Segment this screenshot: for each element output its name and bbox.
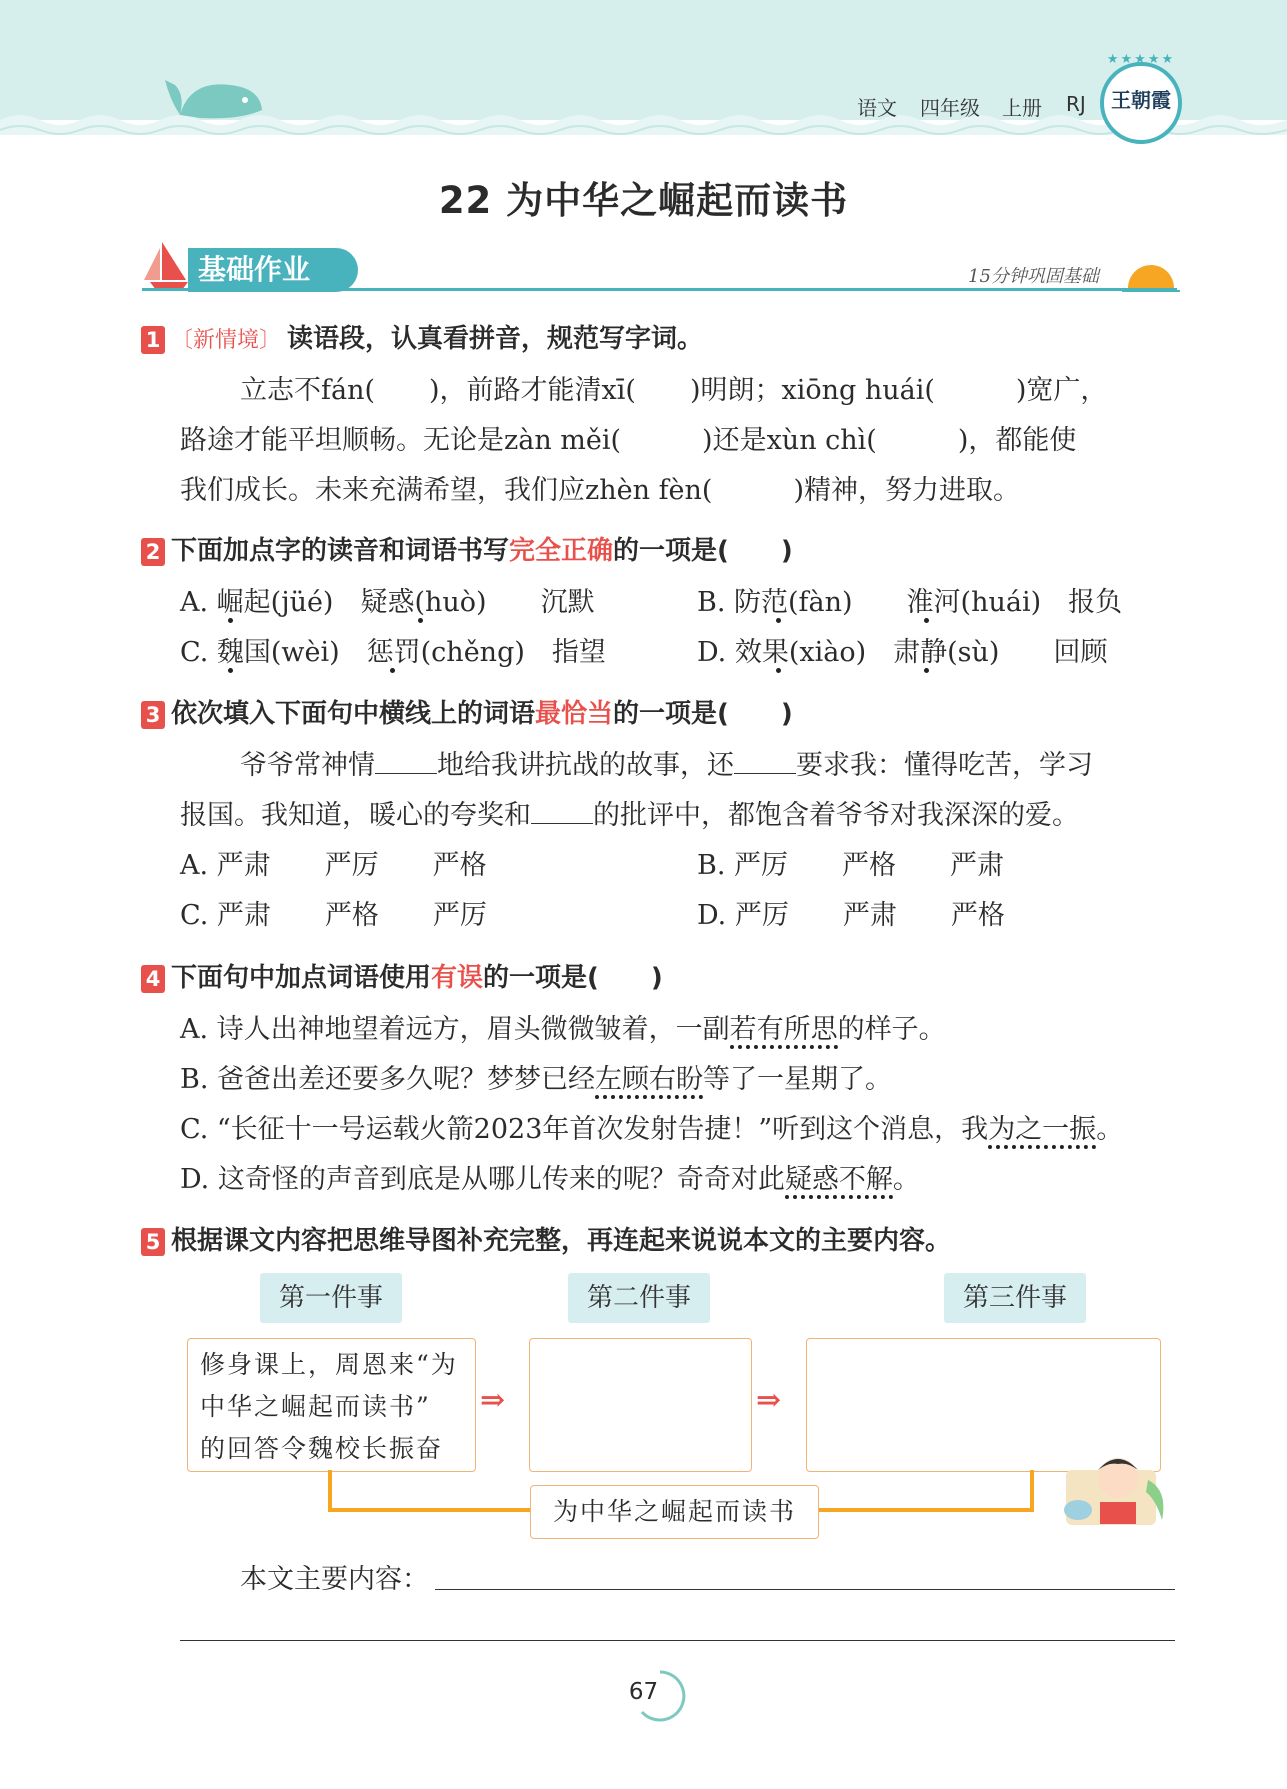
fill-blank[interactable] [734, 772, 796, 774]
q1-line-1: 立志不fán( )，前路才能清xī( )明朗；xiōng huái( )宽广， [240, 375, 1108, 406]
q3-text: 报国。我知道，暖心的夸奖和 [180, 800, 531, 831]
option-text: B. 爸爸出差还要多久呢？梦梦已经 [180, 1064, 596, 1095]
question-number: 1 [141, 326, 165, 354]
question-prompt: 下面加点字的读音和词语书写 [171, 536, 510, 566]
q3-text: 要求我：懂得吃苦，学习 [796, 750, 1093, 781]
option-text: D. 这奇怪的声音到底是从哪儿传来的呢？奇奇对此 [180, 1164, 785, 1195]
summary-answer-line[interactable] [435, 1589, 1175, 1590]
emphasis-dot [418, 618, 423, 623]
arrow-right-icon: ⇒ [480, 1383, 506, 1418]
q4-option-b [180, 1057, 892, 1096]
question-2-heading [141, 530, 793, 567]
question-number: 2 [141, 538, 165, 566]
summary-label: 本文主要内容： [240, 1564, 429, 1595]
emphasis-dot [924, 668, 929, 673]
fill-blank[interactable] [531, 822, 593, 824]
dotted-phrase: 疑惑不解 [785, 1164, 893, 1199]
q4-option-c [180, 1107, 1123, 1146]
q3-option-b: B. 严厉 严格 严肃 [697, 850, 1005, 881]
question-prompt: 下面句中加点词语使用 [171, 963, 432, 993]
question-prompt-end: 的一项是( ) [613, 699, 793, 729]
question-emphasis: 有误 [431, 963, 484, 993]
question-number: 3 [141, 701, 165, 729]
dotted-phrase: 为之一振 [988, 1114, 1096, 1149]
mindmap-box-1-line-3: 的回答令魏校长振奋 [200, 1434, 444, 1463]
option-text: A. 诗人出神地望着远方，眉头微微皱着，一副 [180, 1014, 730, 1045]
q3-option-c: C. 严肃 严格 严厉 [180, 900, 487, 931]
mindmap-box-1-line-1: 修身课上，周恩来“为 [200, 1350, 458, 1379]
option-text: 的样子。 [837, 1014, 946, 1045]
emphasis-dot [776, 618, 781, 623]
option-text: 等了一星期了。 [703, 1064, 893, 1095]
dotted-phrase: 若有所思 [730, 1014, 838, 1049]
mindmap-box-1 [187, 1338, 476, 1472]
section-banner-label: 基础作业 [188, 248, 358, 292]
q3-text: 的批评中，都饱含着爷爷对我深深的爱。 [593, 800, 1079, 831]
dotted-phrase: 左顾右盼 [595, 1064, 703, 1099]
q2-option-c: C. 魏国(wèi) 惩罚(chěng) 指望 [180, 637, 606, 668]
option-text: 。 [1096, 1114, 1124, 1145]
question-5-heading [141, 1220, 951, 1257]
question-prompt: 根据课文内容把思维导图补充完整，再连起来说说本文的主要内容。 [171, 1226, 952, 1256]
q4-option-a [180, 1007, 946, 1046]
question-number: 5 [141, 1228, 165, 1256]
q3-option-d: D. 严厉 严肃 严格 [697, 900, 1005, 931]
mindmap-box-2-answer[interactable] [529, 1338, 752, 1472]
q3-text: 地给我讲抗战的故事，还 [437, 750, 734, 781]
option-text: C. “长征十一号运载火箭2023年首次发射告捷！”听到这个消息，我 [180, 1114, 989, 1145]
q3-text: 爷爷常神情 [240, 750, 375, 781]
emphasis-dot [924, 618, 929, 623]
question-3-heading [141, 693, 793, 730]
q1-line-2: 路途才能平坦顺畅。无论是zàn měi( )还是xùn chì( )，都能使 [180, 425, 1077, 456]
q2-option-d: D. 效果(xiào) 肃静(sù) 回顾 [697, 637, 1108, 668]
mindmap-center-box: 为中华之崛起而读书 [530, 1485, 819, 1539]
header-grade: 四年级 [920, 96, 980, 120]
question-prompt: 读语段，认真看拼音，规范写字词。 [287, 324, 704, 354]
page-number: 67 [628, 1679, 659, 1705]
sailboat-icon [140, 238, 192, 292]
header-edition: RJ [1066, 92, 1086, 116]
mindmap-label-2: 第二件事 [568, 1273, 710, 1323]
page-title: 22 为中华之崛起而读书 [438, 179, 849, 222]
q2-option-b: B. 防范(fàn) 淮河(huái) 报负 [697, 587, 1123, 618]
new-scenario-tag: 〔新情境〕 [171, 328, 282, 353]
banner-divider [142, 288, 1177, 291]
question-emphasis: 完全正确 [509, 536, 614, 566]
question-1-heading [141, 318, 703, 355]
q3-option-a: A. 严肃 严厉 严格 [180, 850, 487, 881]
mindmap-label-3: 第三件事 [944, 1273, 1086, 1323]
question-prompt: 依次填入下面句中横线上的词语 [171, 699, 536, 729]
header-subject: 语文 [857, 96, 897, 120]
answer-line[interactable] [180, 1640, 1175, 1641]
q1-line-3: 我们成长。未来充满希望，我们应zhèn fèn( )精神，努力进取。 [180, 475, 1020, 506]
reading-boy-icon [1058, 1440, 1178, 1550]
header-wave-band [0, 0, 1287, 150]
fill-blank[interactable] [375, 772, 437, 774]
mindmap-label-1: 第一件事 [260, 1273, 402, 1323]
option-text: 。 [892, 1164, 920, 1195]
brand-logo [1100, 52, 1182, 144]
banner-time-note: 15分钟巩固基础 [968, 266, 1099, 287]
emphasis-dot [776, 668, 781, 673]
q2-option-a: A. 崛起(jüé) 疑惑(huò) 沉默 [180, 587, 595, 618]
arrow-right-icon: ⇒ [756, 1383, 782, 1418]
star-icon: ★★★★★ [1106, 52, 1176, 67]
logo-text: 王朝霞 [1111, 88, 1171, 112]
q3-line-2 [180, 793, 1079, 832]
question-number: 4 [141, 965, 165, 993]
question-prompt-end: 的一项是( ) [613, 536, 793, 566]
header-volume: 上册 [1002, 96, 1042, 120]
q4-option-d [180, 1157, 920, 1196]
emphasis-dot [390, 668, 395, 673]
emphasis-dot [228, 668, 233, 673]
question-prompt-end: 的一项是( ) [483, 963, 663, 993]
emphasis-dot [228, 618, 233, 623]
question-4-heading [141, 957, 663, 994]
q3-line-1 [240, 743, 1093, 782]
sunrise-icon [1122, 250, 1180, 296]
mindmap-box-1-line-2: 中华之崛起而读书” [200, 1392, 431, 1421]
question-emphasis: 最恰当 [535, 699, 614, 729]
